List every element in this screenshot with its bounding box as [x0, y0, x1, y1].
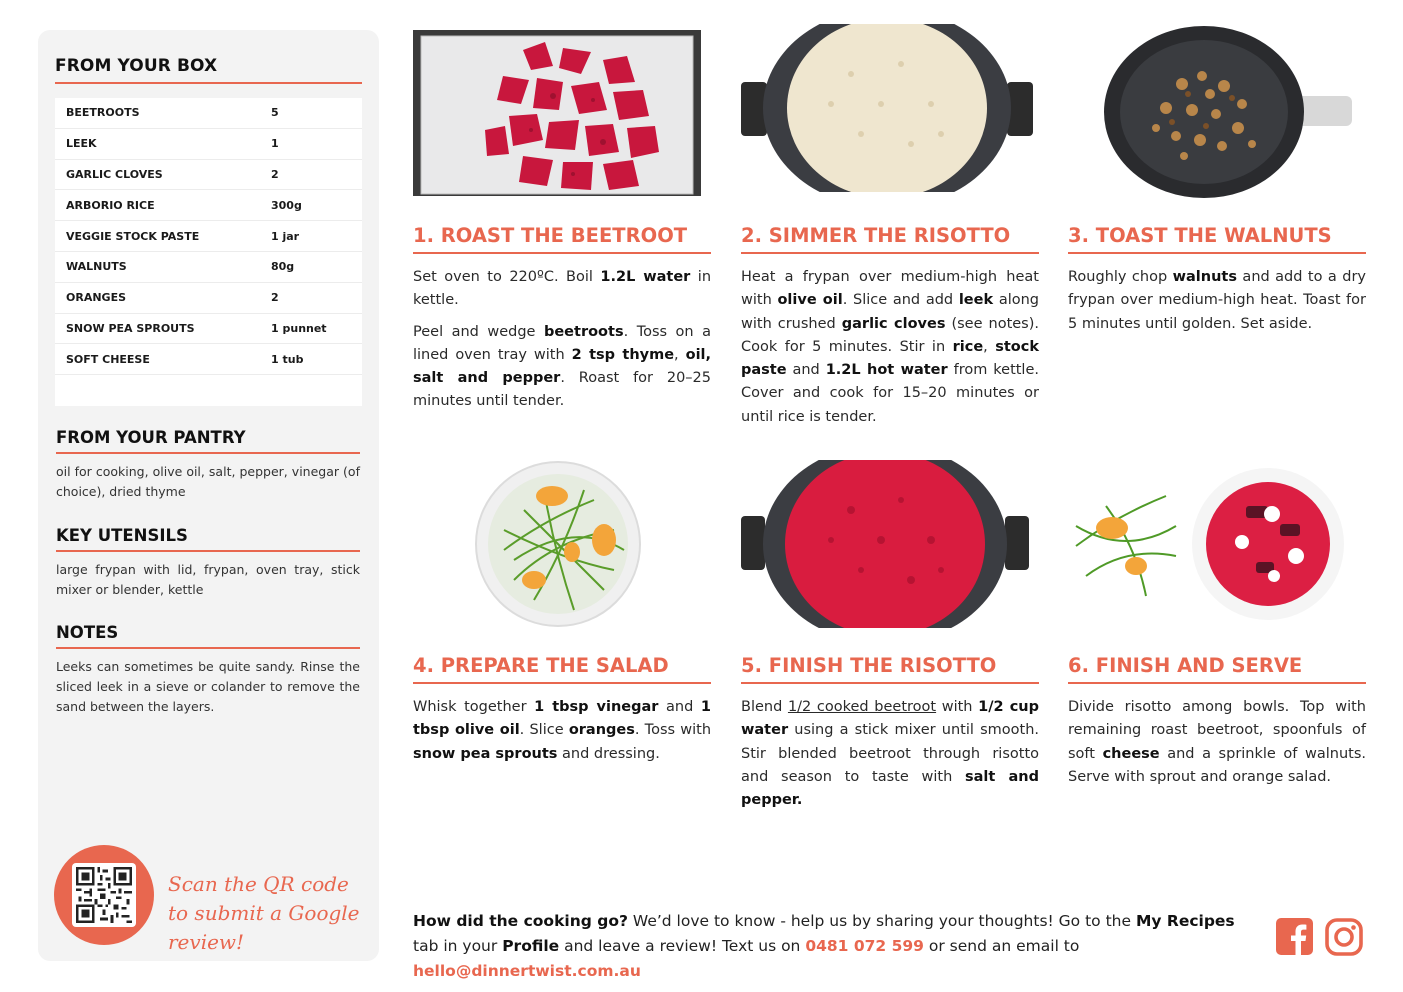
step-3 [1068, 224, 1366, 344]
step-title: 6. FINISH AND SERVE [1068, 654, 1366, 684]
ingredient-name: VEGGIE STOCK PASTE [66, 229, 200, 243]
step-title: 4. PREPARE THE SALAD [413, 654, 711, 684]
notes-title: NOTES [56, 623, 360, 649]
ingredient-name: WALNUTS [66, 260, 127, 274]
ingredient-row [55, 98, 362, 129]
step-title: 2. SIMMER THE RISOTTO [741, 224, 1039, 254]
notes-text: Leeks can sometimes be quite sandy. Rinse the sliced leek in a sieve or colander to remove the sand between the layers. [56, 659, 360, 714]
ingredient-name: SOFT CHEESE [66, 352, 150, 366]
step-4 [413, 654, 711, 774]
step-instructions [741, 696, 1039, 812]
photo-simmer-risotto [741, 24, 1033, 192]
ingredient-quantity: 2 [271, 167, 279, 181]
review-footer: How did the cooking go? We’d love to know - help us by sharing your thoughts! Go to the My Recipes tab in your Profile and leave a review! Text us on 0481 072 599 or send an email to hello@dinnertwist.com.au [413, 912, 1235, 980]
step-instructions [741, 266, 1039, 429]
ingredient-row [55, 344, 362, 375]
ingredient-row [55, 252, 362, 283]
qr-code-badge[interactable] [54, 845, 154, 945]
instruction-paragraph: Whisk together 1 tbsp vinegar and 1 tbsp olive oil. Slice oranges. Toss with snow pea sprouts and dressing. [413, 699, 712, 762]
instruction-paragraph: Blend 1/2 cooked beetroot with 1/2 cup water using a stick mixer until smooth. Stir blended beetroot through risotto and season to taste with salt and pepper. [741, 699, 1040, 809]
step-instructions [413, 266, 711, 414]
step-instructions [1068, 696, 1366, 789]
photo-toast-walnuts [1092, 24, 1360, 198]
step-title: 5. FINISH THE RISOTTO [741, 654, 1039, 684]
ingredient-name: BEETROOTS [66, 106, 140, 120]
facebook-icon[interactable] [1276, 918, 1313, 955]
ingredient-name: SNOW PEA SPROUTS [66, 321, 195, 335]
notes-section [56, 623, 360, 717]
ingredient-name: ORANGES [66, 291, 127, 305]
instagram-icon[interactable] [1325, 918, 1362, 955]
qr-review-caption: Scan the QR code to submit a Google review! [168, 872, 360, 954]
box-ingredients-table [55, 98, 362, 406]
step-instructions [1068, 266, 1366, 336]
ingredient-row [55, 129, 362, 160]
photo-finish-risotto [741, 460, 1029, 628]
ingredient-quantity: 2 [271, 291, 279, 305]
ingredient-quantity: 1 punnet [271, 321, 327, 335]
step-6 [1068, 654, 1366, 797]
instruction-paragraph: Peel and wedge beetroots. Toss on a lined oven tray with 2 tsp thyme, oil, salt and pepper. Roast for 20–25 minutes until tender. [413, 323, 712, 410]
qr-code-icon[interactable] [72, 863, 136, 927]
utensils-section [56, 526, 360, 600]
ingredient-row [55, 283, 362, 314]
ingredient-quantity: 300g [271, 198, 302, 212]
instruction-paragraph: Set oven to 220ºC. Boil 1.2L water in kettle. [413, 269, 712, 309]
utensils-title: KEY UTENSILS [56, 526, 360, 552]
ingredient-name: GARLIC CLOVES [66, 167, 163, 181]
instruction-paragraph: Heat a frypan over medium-high heat with olive oil. Slice and add leek along with crushed garlic cloves (see notes). Cook for 5 minutes. Stir in rice, stock paste and 1.2L hot water from kettle. Cover and cook for 15–20 minutes or until rice is tender. [741, 269, 1040, 425]
instruction-paragraph: Roughly chop walnuts and add to a dry frypan over medium-high heat. Toast for 5 minutes until golden. Set aside. [1068, 269, 1366, 332]
photo-finish-and-serve [1066, 466, 1348, 622]
pantry-section [56, 428, 360, 502]
from-your-box-title: FROM YOUR BOX [55, 56, 362, 84]
utensils-text: large frypan with lid, frypan, oven tray, stick mixer or blender, kettle [56, 562, 360, 597]
photo-prepare-salad [474, 460, 642, 628]
ingredient-row [55, 190, 362, 221]
step-5 [741, 654, 1039, 820]
photo-roast-beetroot [413, 30, 701, 196]
ingredients-sidebar [38, 30, 379, 961]
pantry-title: FROM YOUR PANTRY [56, 428, 360, 454]
step-title: 1. ROAST THE BEETROOT [413, 224, 711, 254]
ingredient-row [55, 221, 362, 252]
ingredient-name: LEEK [66, 137, 97, 151]
ingredient-name: ARBORIO RICE [66, 198, 155, 212]
ingredient-quantity: 80g [271, 260, 295, 274]
pantry-text: oil for cooking, olive oil, salt, pepper, vinegar (of choice), dried thyme [56, 464, 360, 499]
ingredient-quantity: 1 jar [271, 229, 300, 243]
ingredient-quantity: 1 tub [271, 352, 304, 366]
step-instructions [413, 696, 711, 766]
ingredient-row [55, 314, 362, 345]
ingredient-quantity: 5 [271, 106, 279, 120]
step-2 [741, 224, 1039, 437]
step-title: 3. TOAST THE WALNUTS [1068, 224, 1366, 254]
step-1 [413, 224, 711, 422]
ingredient-quantity: 1 [271, 137, 279, 151]
ingredient-row [55, 160, 362, 191]
instruction-paragraph: Divide risotto among bowls. Top with remaining roast beetroot, spoonfuls of soft cheese and a sprinkle of walnuts. Serve with sprout and orange salad. [1068, 699, 1366, 785]
